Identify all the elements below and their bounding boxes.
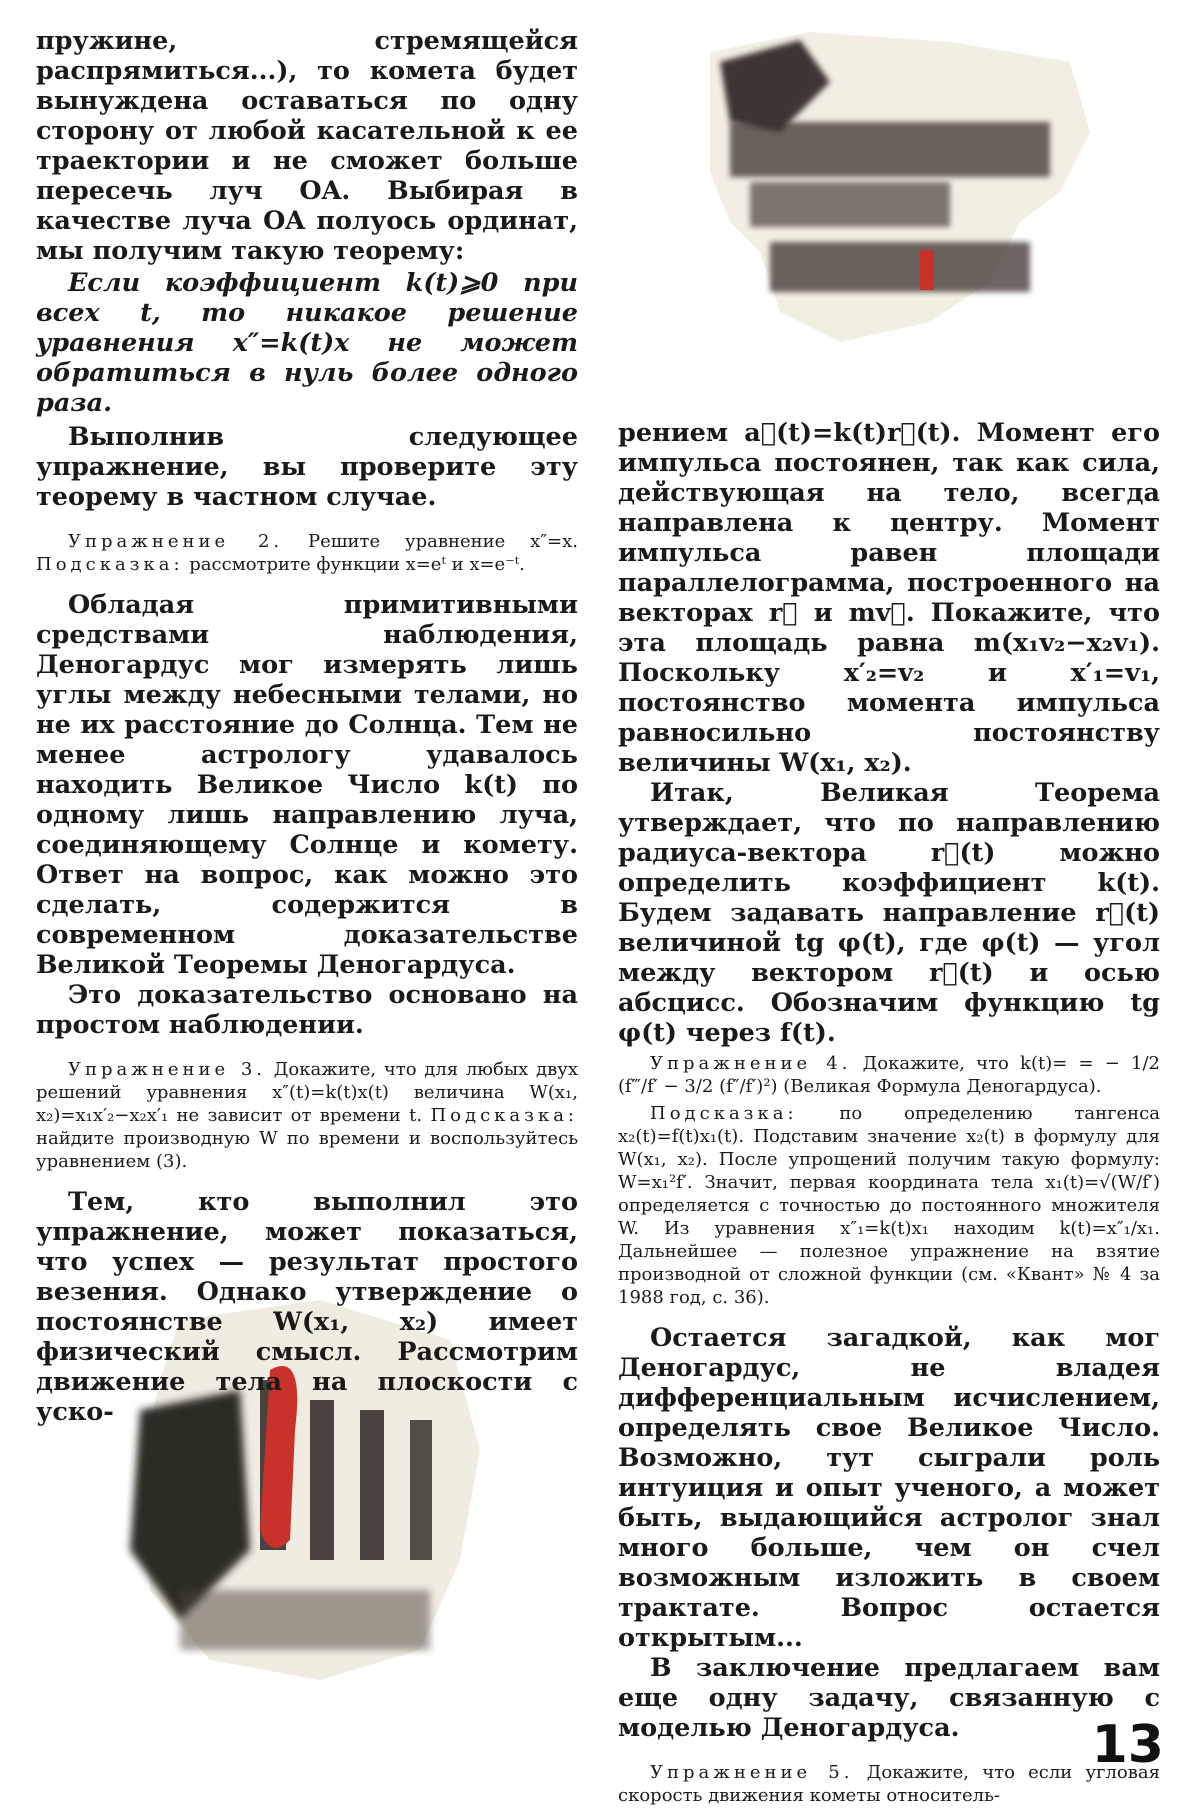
exercise-2: Упражнение 2. Решите уравнение x″=x. Подсказка: рассмотрите функции x=eᵗ и x=e⁻ᵗ. [36, 531, 578, 575]
paragraph: Итак, Великая Теорема утверждает, что по направлению радиуса-вектора r⃗(t) можно определить коэффициент k(t). Будем задавать направление r⃗(t) величиной tg φ(t), где φ(t) — угол между вектором r⃗(t) и осью абсцисс. Обозначим функцию tg φ(t) через f(t). [618, 778, 1160, 1048]
exercise-label: Упражнение 4. [650, 1053, 852, 1074]
paragraph: Это доказательство основано на простом наблюдении. [36, 980, 578, 1040]
exercise-label: Упражнение 5. [650, 1762, 854, 1783]
paragraph: рением a⃗(t)=k(t)r⃗(t). Момент его импульса постоянен, так как сила, действующая на тело, всегда направлена к центру. Момент импульса равен площади параллелограмма, построенного на векторах r⃗ и mv⃗. Покажите, что эта площадь равна m(x₁v₂−x₂v₁). Поскольку x′₂=v₂ и x′₁=v₁, постоянство момента импульса равносильно постоянству величины W(x₁, x₂). [618, 418, 1160, 778]
exercise-label: Упражнение 2. [68, 531, 284, 552]
hint-label: Подсказка: [36, 554, 184, 575]
hint-label: Подсказка: [430, 1105, 578, 1126]
paragraph: Остается загадкой, как мог Деногардус, не владея дифференциальным исчислением, определять свое Великое Число. Возможно, тут сыграли роль интуиция и опыт ученого, а может быть, выдающийся астролог знал много больше, чем он счел возможным изложить в своем трактате. Вопрос остается открытым... [618, 1323, 1160, 1653]
exercise-label: Упражнение 3. [68, 1059, 267, 1080]
paragraph: Выполнив следующее упражнение, вы проверите эту теорему в частном случае. [36, 422, 578, 512]
paragraph: пружине, стремящейся распрямиться...), то комета будет вынуждена оставаться по одну сторону от любой касательной к ее траектории и не сможет больше пересечь луч OA. Выбирая в качестве луча OA полуось ординат, мы получим такую теорему: [36, 26, 578, 266]
theorem-statement: Если коэффициент k(t)⩾0 при всех t, то никакое решение уравнения x″=k(t)x не может обратиться в нуль более одного раза. [36, 268, 578, 418]
exercise-4: Упражнение 4. Докажите, что k(t)= = − 1/2 (f‴/f′ − 3/2 (f″/f′)²) (Великая Формула Деногардуса). [618, 1053, 1160, 1097]
exercise-5: Упражнение 5. Докажите, что если угловая скорость движения кометы относитель- [618, 1762, 1160, 1806]
right-column [618, 418, 1160, 1807]
paragraph: В заключение предлагаем вам еще одну задачу, связанную с моделью Деногардуса. [618, 1653, 1160, 1743]
exercise-3: Упражнение 3. Докажите, что для любых двух решений уравнения x″(t)=k(t)x(t) величина W(x₁, x₂)=x₁x′₂−x₂x′₁ не зависит от времени t. Подсказка: найдите производную W по времени и воспользуйтесь уравнением (3). [36, 1059, 578, 1172]
hint-label: Подсказка: [650, 1103, 798, 1124]
manuscript-fragment-top [690, 22, 1110, 362]
paragraph: Тем, кто выполнил это упражнение, может показаться, что успех — результат простого везения. Однако утверждение о постоянстве W(x₁, x₂) имеет физический смысл. Рассмотрим движение тела на плоскости с уско- [36, 1187, 578, 1427]
paragraph: Обладая примитивными средствами наблюдения, Деногардус мог измерять лишь углы между небесными телами, но не их расстояние до Солнца. Тем не менее астрологу удавалось находить Великое Число k(t) по одному лишь направлению луча, соединяющему Солнце и комету. Ответ на вопрос, как можно это сделать, содержится в современном доказательстве Великой Теоремы Деногардуса. [36, 590, 578, 980]
left-column [36, 26, 578, 1427]
page-number: 13 [1091, 1715, 1164, 1775]
exercise-4-hint: Подсказка: по определению тангенса x₂(t)=f(t)x₁(t). Подставим значение x₂(t) в формулу для W(x₁, x₂). После упрощений получим такую формулу: W=x₁²f′. Значит, первая координата тела x₁(t)=√(W/f′) определяется с точностью до постоянного множителя W. Из уравнения x″₁=k(t)x₁ находим k(t)=x″₁/x₁. Дальнейшее — полезное упражнение на взятие производной от сложной функции (см. «Квант» № 4 за 1988 год, с. 36). [618, 1103, 1160, 1308]
